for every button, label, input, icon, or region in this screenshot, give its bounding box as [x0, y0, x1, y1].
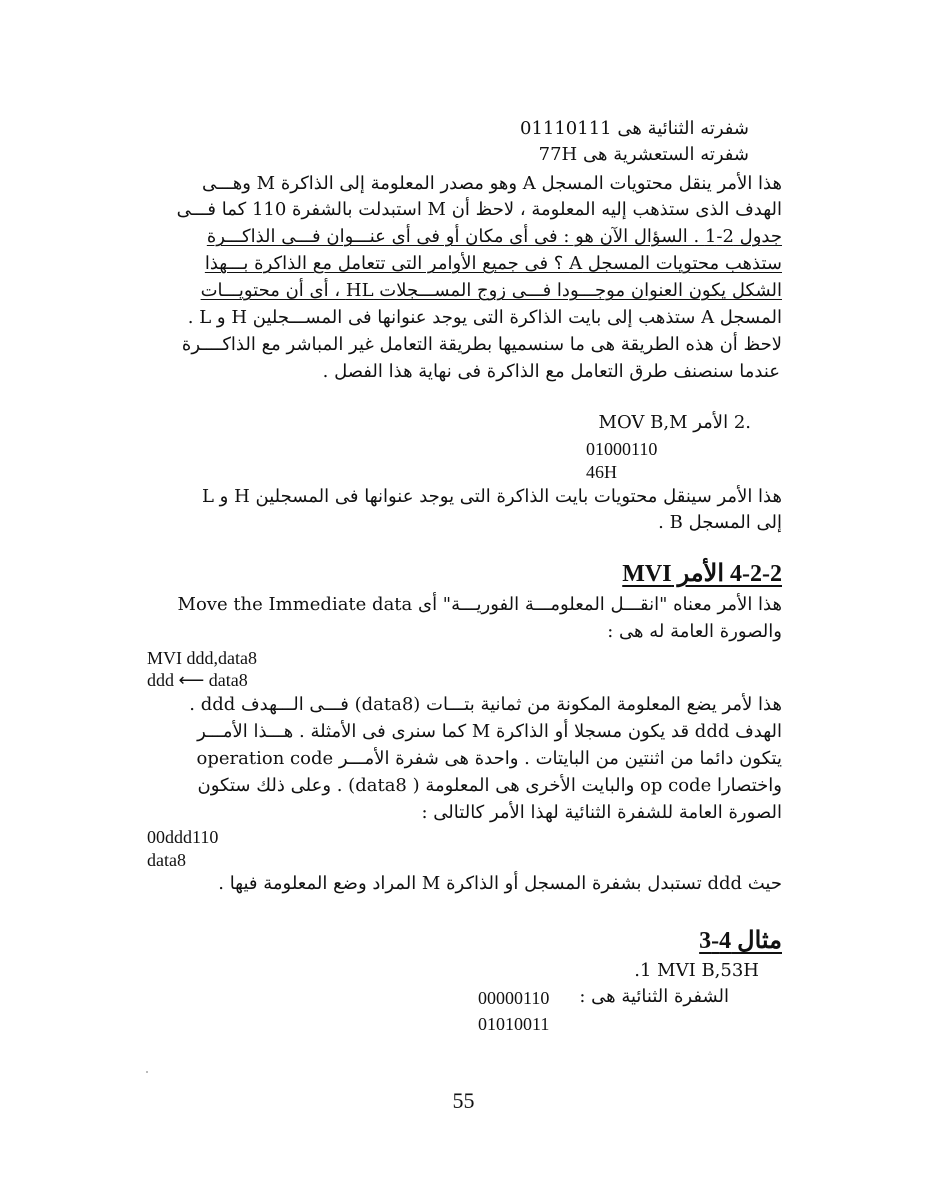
example-mvi-binary2: 01010011	[478, 1014, 550, 1034]
paragraph-line-underlined: جدول 2-1 . السؤال الآن هو : فى أى مكان أو فى أى عنـــوان فـــى الذاكـــرة	[206, 226, 782, 247]
mvi-intro-line: والصورة العامة له هى :	[607, 621, 782, 642]
paragraph-line: لاحظ أن هذه الطريقة هى ما سنسميها بطريقة التعامل غير المباشر مع الذاكــــرة	[181, 334, 782, 355]
mvi-general-form: MVI ddd,data8	[147, 648, 257, 668]
mvi-paragraph-line: هذا لأمر يضع المعلومة المكونة من ثمانية بتـــات (data8) فـــى الـــهدف ddd .	[189, 694, 782, 715]
mvi-note-line: حيث ddd تستبدل بشفرة المسجل أو الذاكرة M المراد وضع المعلومة فيها .	[218, 873, 782, 894]
example-heading: مثال 4-3	[699, 928, 782, 954]
hex-code-line: شفرته الستعشرية هى 77H	[538, 144, 749, 165]
mvi-paragraph-line: واختصارا op code والبايت الأخرى هى المعلومة ( data8) . وعلى ذلك ستكون	[197, 775, 782, 796]
paragraph-line: هذا الأمر ينقل محتويات المسجل A وهو مصدر المعلومة إلى الذاكرة M وهـــى	[201, 173, 782, 194]
example-mov-desc: هذا الأمر سينقل محتويات بايت الذاكرة التى يوجد عنوانها فى المسجلين H و L	[201, 486, 782, 507]
paragraph-line: المسجل A ستذهب إلى بايت الذاكرة التى يوجد عنوانها فى المســـجلين H و L .	[187, 307, 782, 328]
paragraph-line: الهدف الذى ستذهب إليه المعلومة ، لاحظ أن M استبدلت بالشفرة 110 كما فـــى	[176, 199, 782, 220]
section-heading: 4-2-2 الأمر MVI	[622, 561, 782, 587]
paragraph-line: عندما سنصنف طرق التعامل مع الذاكرة فى نهاية هذا الفصل .	[322, 361, 780, 382]
example-mov-hex: 46H	[586, 462, 617, 482]
page-number: 55	[452, 1088, 475, 1113]
example-mvi-binary1: 00000110	[478, 988, 550, 1008]
mvi-paragraph-line: يتكون دائما من اثنتين من البايتات . واحدة هى شفرة الأمـــر operation code	[196, 748, 782, 769]
example-mvi-binary-label: الشفرة الثنائية هى :	[579, 986, 729, 1007]
scan-mark	[146, 1071, 148, 1073]
mvi-intro-line: هذا الأمر معناه "انقـــل المعلومـــة الفوريـــة" أى Move the Immediate data	[177, 594, 782, 615]
example-mov-binary: 01000110	[586, 439, 658, 459]
mvi-opcode-format: 00ddd110	[147, 827, 219, 847]
example-mov-title: .2 الأمر MOV B,M	[598, 412, 751, 433]
paragraph-line-underlined: ستذهب محتويات المسجل A ؟ فى جميع الأوامر التى تتعامل مع الذاكرة بـــهذا	[204, 253, 782, 274]
mvi-paragraph-line: الصورة العامة للشفرة الثنائية لهذا الأمر كالتالى :	[421, 802, 782, 823]
example-mov-desc: إلى المسجل B .	[658, 512, 782, 533]
example-mvi-title: .1 MVI B,53H	[634, 960, 759, 981]
mvi-transfer-notation: ddd ⟵ data8	[147, 670, 248, 690]
mvi-data-byte: data8	[147, 850, 186, 870]
binary-code-line: شفرته الثنائية هى 01110111	[520, 118, 749, 139]
mvi-paragraph-line: الهدف ddd قد يكون مسجلا أو الذاكرة M كما سنرى فى الأمثلة . هـــذا الأمـــر	[197, 721, 782, 742]
paragraph-line-underlined: الشكل يكون العنوان موجـــودا فـــى زوج المســـجلات HL ، أى أن محتويـــات	[200, 280, 782, 301]
